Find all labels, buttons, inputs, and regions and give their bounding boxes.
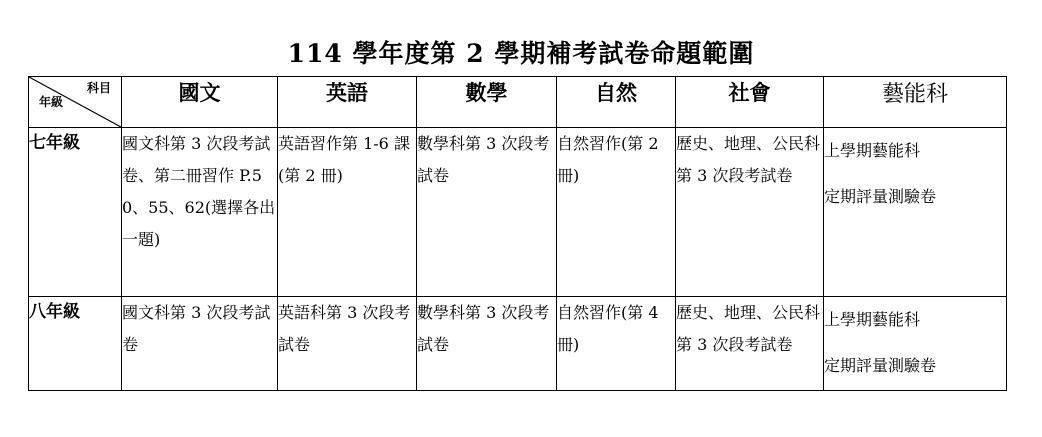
grade-label-8: 八年級 [29, 297, 122, 391]
cell-science-8: 自然習作(第 4 冊) [557, 297, 676, 391]
arts-line-2: 定期評量測驗卷 [824, 187, 937, 206]
subject-header-arts: 藝能科 [824, 77, 1007, 128]
table-row [29, 297, 1007, 391]
table-row [29, 128, 1007, 297]
exam-scope-table [28, 76, 1007, 391]
corner-header-cell [29, 77, 122, 128]
cell-social-8: 歷史、地理、公民科第 3 次段考試卷 [676, 297, 824, 391]
arts-line-1: 上學期藝能科 [824, 141, 921, 160]
cell-math-7: 數學科第 3 次段考試卷 [417, 128, 557, 297]
cell-chinese-7: 國文科第 3 次段考試卷、第二冊習作 P.50、55、62(選擇各出一題) [122, 128, 278, 297]
document-title: 114 學年度第 2 學期補考試卷命題範圍 [287, 39, 755, 68]
grade-label-7: 七年級 [29, 128, 122, 297]
cell-english-8: 英語科第 3 次段考試卷 [278, 297, 417, 391]
cell-social-7: 歷史、地理、公民科第 3 次段考試卷 [676, 128, 824, 297]
cell-arts-7 [824, 128, 1007, 297]
cell-arts-8 [824, 297, 1007, 391]
subject-header-english: 英語 [278, 77, 417, 128]
subject-header-science: 自然 [557, 77, 676, 128]
cell-chinese-8: 國文科第 3 次段考試卷 [122, 297, 278, 391]
subject-header-chinese: 國文 [122, 77, 278, 128]
subject-header-social: 社會 [676, 77, 824, 128]
arts-line-1: 上學期藝能科 [824, 310, 921, 329]
subject-header-math: 數學 [417, 77, 557, 128]
header-row [29, 77, 1007, 128]
arts-line-2: 定期評量測驗卷 [824, 356, 937, 375]
cell-english-7: 英語習作第 1-6 課(第 2 冊) [278, 128, 417, 297]
cell-science-7: 自然習作(第 2 冊) [557, 128, 676, 297]
cell-math-8: 數學科第 3 次段考試卷 [417, 297, 557, 391]
corner-grade-label: 年級 [39, 95, 64, 109]
corner-subject-label: 科目 [86, 81, 111, 95]
